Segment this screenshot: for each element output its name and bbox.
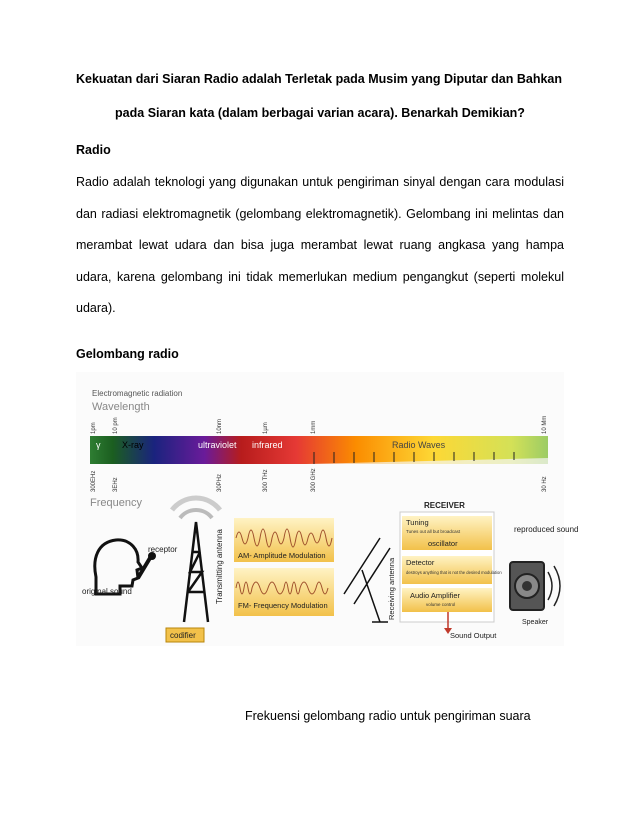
receiver-title: RECEIVER xyxy=(424,501,465,510)
frequency-tick: 300 GHz xyxy=(311,468,317,492)
band-infrared: infrared xyxy=(252,440,283,450)
section-heading-gelombang: Gelombang radio xyxy=(76,347,179,361)
em-title: Electromagnetic radiation xyxy=(92,389,183,398)
band-uv: ultraviolet xyxy=(198,440,237,450)
wavelength-tick: 1pm xyxy=(91,422,97,434)
original-sound-label xyxy=(82,587,132,596)
codifier-label: codifier xyxy=(170,631,196,640)
wavelength-label: Wavelength xyxy=(92,401,150,413)
reproduced-sound-label xyxy=(514,525,579,534)
am-label: AM- Amplitude Modulation xyxy=(238,551,326,560)
figure-caption: Frekuensi gelombang radio untuk pengiriman suara xyxy=(245,709,531,723)
tuning-label: Tuning xyxy=(406,518,429,527)
frequency-tick: 30 Hz xyxy=(542,476,548,492)
detector-label: Detector xyxy=(406,558,435,567)
frequency-tick: 300EHz xyxy=(91,470,97,492)
wavelength-tick: 1µm xyxy=(263,422,269,434)
speaker-label: Speaker xyxy=(522,619,549,626)
reproduced-sound-text: reproduced sound xyxy=(514,525,579,534)
wavelength-tick: 1mm xyxy=(311,420,317,434)
frequency-label: Frequency xyxy=(90,497,142,509)
wavelength-tick: 10 Mm xyxy=(542,415,548,434)
title-line-1: Kekuatan dari Siaran Radio adalah Terletak pada Musim yang Diputar dan Bahkan xyxy=(76,72,563,86)
receiving-antenna-label: Receiving antenna xyxy=(387,557,396,620)
radio-wave-figure xyxy=(76,372,579,646)
fm-label: FM- Frequency Modulation xyxy=(238,601,328,610)
original-sound-text: original sound xyxy=(82,587,132,596)
frequency-tick: 300 THz xyxy=(263,469,269,492)
oscillator-label: oscillator xyxy=(428,539,458,548)
receptor-label: receptor xyxy=(148,545,178,554)
section-heading-radio: Radio xyxy=(76,143,111,157)
detector-sublabel: destroys anything that is not the desired modulation xyxy=(406,570,502,575)
transmitting-antenna-label: Transmitting antenna xyxy=(215,529,224,604)
amplifier-sublabel: volume control xyxy=(426,602,456,607)
amplifier-label: Audio Amplifier xyxy=(410,591,461,600)
frequency-tick: 30PHz xyxy=(217,473,223,492)
band-xray: X-ray xyxy=(122,440,144,450)
band-gamma: γ xyxy=(96,440,101,450)
section-paragraph-radio: Radio adalah teknologi yang digunakan untuk pengiriman sinyal dengan cara modulasi dan radiasi elektromagnetik (gelombang elektromagnetik). Gelombang ini melintas dan merambat lewat udara dan bisa juga merambat lewat ruang angkasa yang hampa udara, karena gelombang ini tidak memerlukan medium pengangkut (seperti molekul udara). xyxy=(76,175,564,315)
sound-output-label: Sound Output xyxy=(450,631,497,640)
tuning-sublabel: Tunes out all but broadcast xyxy=(406,529,461,534)
title-line-2: pada Siaran kata (dalam berbagai varian acara). Benarkah Demikian? xyxy=(115,106,525,120)
frequency-tick: 3EHz xyxy=(113,477,119,492)
wavelength-tick: 10nm xyxy=(217,418,223,434)
band-radio: Radio Waves xyxy=(392,440,446,450)
wavelength-tick: 10 pm xyxy=(113,417,119,434)
